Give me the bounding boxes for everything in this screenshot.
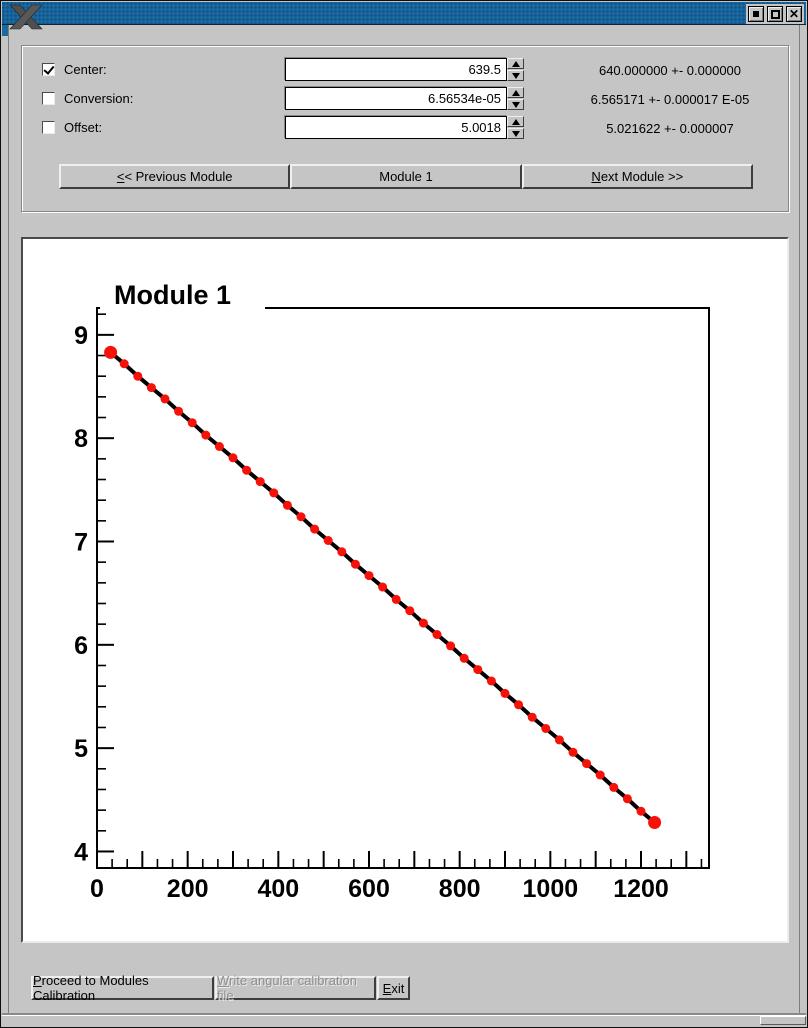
y-axis-tick-label: 5 xyxy=(74,735,88,764)
data-point-marker xyxy=(514,700,523,709)
center-checkbox[interactable] xyxy=(42,63,55,76)
write-label: Write angular calibration file xyxy=(217,973,357,1003)
close-icon: ✕ xyxy=(788,7,800,21)
y-axis-tick-label: 9 xyxy=(74,321,88,350)
data-point-marker xyxy=(555,735,564,744)
frame-border-right xyxy=(799,25,800,1017)
plot-title: Module 1 xyxy=(100,280,265,310)
write-angular-calibration-file-button[interactable] xyxy=(215,973,376,1003)
data-point-marker xyxy=(501,689,510,698)
y-axis-tick-label: 6 xyxy=(74,631,88,660)
minimize-icon xyxy=(753,11,759,17)
data-point-marker xyxy=(242,466,251,475)
data-point-marker xyxy=(229,453,238,462)
previous-module-label: << Previous Module xyxy=(116,169,233,184)
previous-module-button[interactable] xyxy=(59,164,290,189)
offset-checkbox[interactable] xyxy=(42,121,55,134)
data-point-marker xyxy=(120,359,129,368)
window-bottom-frame xyxy=(2,1015,806,1026)
data-point-marker xyxy=(569,748,578,757)
data-point-marker xyxy=(637,807,646,816)
data-point-marker xyxy=(433,630,442,639)
data-point-marker xyxy=(161,394,170,403)
data-point-marker xyxy=(351,560,360,569)
titlebar[interactable] xyxy=(2,2,806,25)
conversion-label: Conversion: xyxy=(64,91,134,106)
minimize-button[interactable] xyxy=(748,6,764,22)
data-point-marker xyxy=(419,619,428,628)
data-point-marker xyxy=(541,724,550,733)
y-axis-tick-label: 7 xyxy=(74,528,88,557)
data-point-marker xyxy=(473,665,482,674)
data-point-marker xyxy=(582,759,591,768)
data-point-marker xyxy=(283,501,292,510)
x-window-system-logo-icon xyxy=(8,4,44,30)
resize-grip[interactable] xyxy=(760,1016,806,1025)
x-axis-tick-label: 1000 xyxy=(522,875,579,903)
frame-border-left xyxy=(8,25,9,1017)
data-point-marker xyxy=(174,407,183,416)
data-point-marker xyxy=(528,713,537,722)
data-point-marker xyxy=(147,383,156,392)
data-point-marker xyxy=(446,641,455,650)
offset-spin-up-button[interactable] xyxy=(507,116,524,127)
center-spinner xyxy=(507,58,524,81)
x-axis-tick-label: 1200 xyxy=(613,875,669,903)
next-module-button[interactable] xyxy=(522,164,753,189)
data-point-marker xyxy=(188,418,197,427)
center-label: Center: xyxy=(64,62,107,77)
y-axis-tick-label: 4 xyxy=(74,838,88,867)
data-point-marker xyxy=(378,583,387,592)
proceed-label: Proceed to Modules Calibration xyxy=(33,973,149,1003)
data-point-marker xyxy=(269,488,278,497)
arrow-up-icon xyxy=(512,90,520,96)
center-fit-result: 640.000000 +- 0.000000 xyxy=(598,63,742,78)
arrow-up-icon xyxy=(512,119,520,125)
conversion-row xyxy=(22,87,788,110)
center-spin-up-button[interactable] xyxy=(507,58,524,69)
data-point-marker xyxy=(648,816,661,829)
plot-canvas[interactable] xyxy=(23,239,787,941)
data-point-marker xyxy=(365,571,374,580)
offset-row xyxy=(22,116,788,139)
close-button[interactable] xyxy=(786,6,802,22)
conversion-fit-result: 6.565171 +- 0.000017 E-05 xyxy=(590,92,750,107)
offset-fit-result: 5.021622 +- 0.000007 xyxy=(606,121,734,136)
window-controls xyxy=(746,4,804,24)
x-axis-tick-label: 200 xyxy=(166,875,209,903)
arrow-down-icon xyxy=(512,131,520,137)
data-point-marker xyxy=(623,794,632,803)
conversion-spin-up-button[interactable] xyxy=(507,87,524,98)
data-point-marker xyxy=(392,595,401,604)
next-module-label: Next Module >> xyxy=(591,169,684,184)
arrow-down-icon xyxy=(512,102,520,108)
module-calibration-plot[interactable] xyxy=(23,239,787,941)
data-point-marker xyxy=(609,783,618,792)
offset-spinner xyxy=(507,116,524,139)
proceed-to-modules-calibration-button[interactable] xyxy=(31,973,214,1003)
center-spin-down-button[interactable] xyxy=(507,70,524,81)
offset-label: Offset: xyxy=(64,120,103,135)
data-point-marker xyxy=(297,512,306,521)
arrow-up-icon xyxy=(512,61,520,67)
x-axis-tick-label: 400 xyxy=(257,875,300,903)
conversion-spinner xyxy=(507,87,524,110)
data-point-marker xyxy=(104,346,117,359)
exit-button[interactable] xyxy=(377,976,410,1000)
maximize-icon xyxy=(771,10,780,19)
data-point-marker xyxy=(460,654,469,663)
x-axis-tick-label: 600 xyxy=(348,875,390,903)
center-row xyxy=(22,58,788,81)
data-point-marker xyxy=(596,771,605,780)
x-axis-tick-label: 800 xyxy=(438,875,481,903)
conversion-checkbox[interactable] xyxy=(42,92,55,105)
data-point-marker xyxy=(201,431,210,440)
exit-label: Exit xyxy=(382,980,405,996)
maximize-button[interactable] xyxy=(767,6,783,22)
offset-input[interactable] xyxy=(285,116,507,139)
conversion-input[interactable] xyxy=(285,87,507,110)
data-point-marker xyxy=(337,547,346,556)
data-point-marker xyxy=(487,677,496,686)
arrow-down-icon xyxy=(512,73,520,79)
conversion-spin-down-button[interactable] xyxy=(507,99,524,110)
y-axis-tick-label: 8 xyxy=(74,425,88,454)
data-point-marker xyxy=(133,372,142,381)
module-navigation xyxy=(59,164,753,189)
x-axis-tick-label: 0 xyxy=(90,875,104,903)
data-point-marker xyxy=(215,442,224,451)
data-point-marker xyxy=(405,606,414,615)
center-input[interactable] xyxy=(285,58,507,81)
data-point-marker xyxy=(324,536,333,545)
plot-frame xyxy=(97,308,709,868)
calibration-parameters-group xyxy=(21,45,789,212)
plot-canvas-frame xyxy=(21,237,789,943)
data-point-marker xyxy=(310,525,319,534)
offset-spin-down-button[interactable] xyxy=(507,128,524,139)
current-module-button[interactable] xyxy=(290,164,521,189)
data-point-marker xyxy=(256,477,265,486)
current-module-label: Module 1 xyxy=(379,169,433,184)
